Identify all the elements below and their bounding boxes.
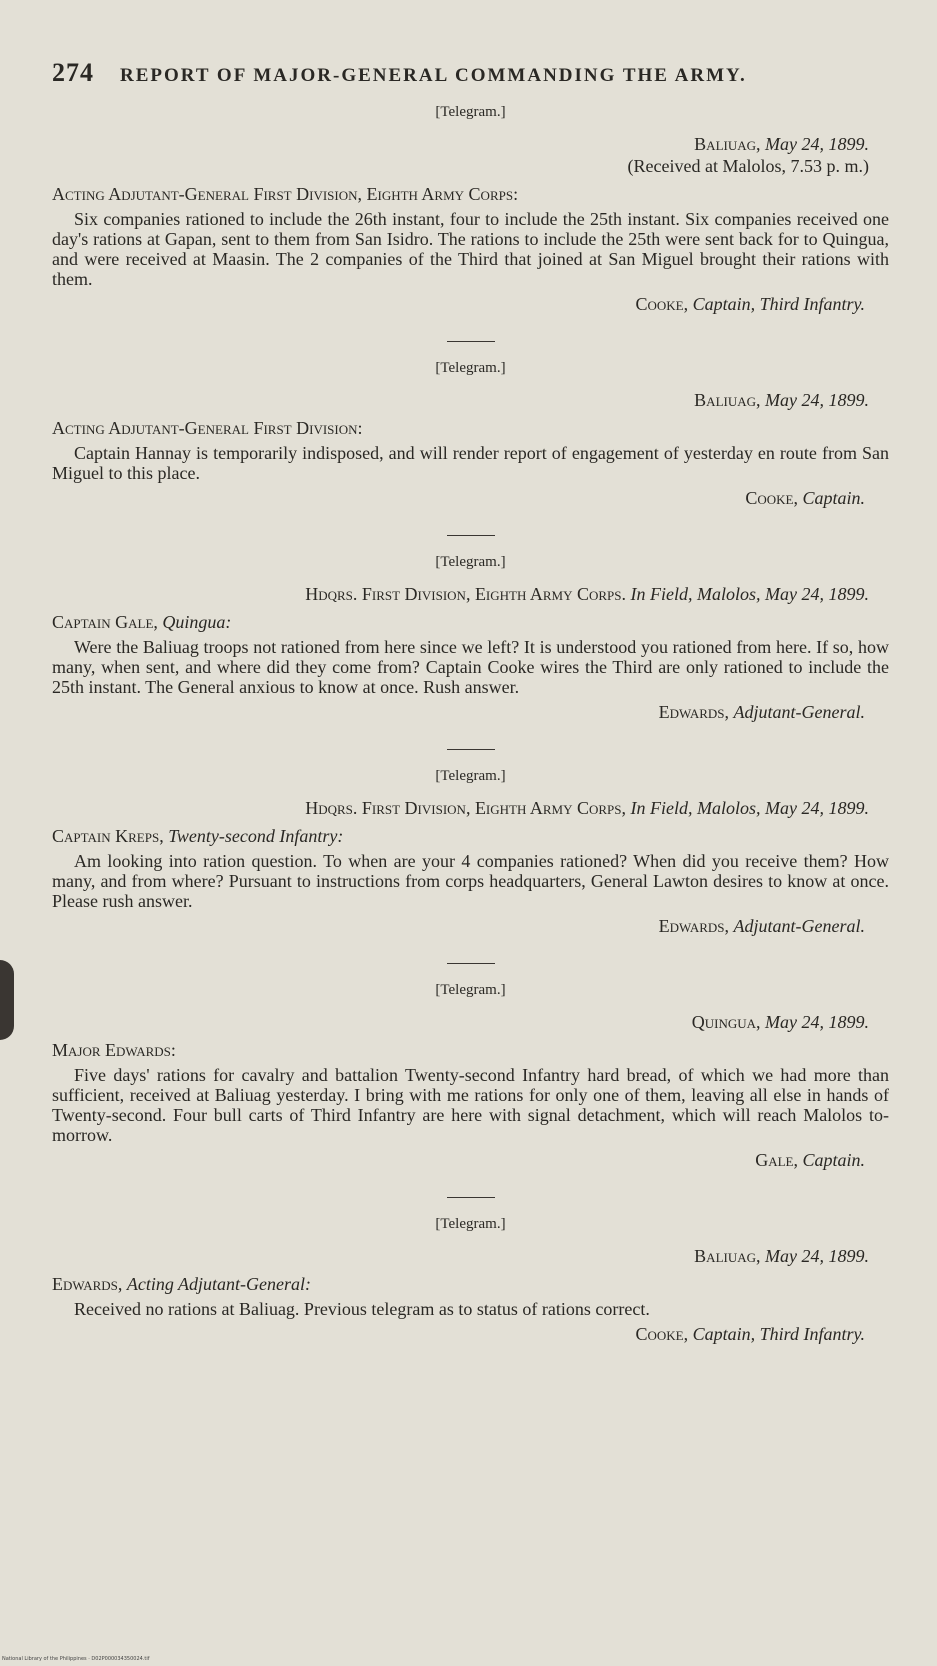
- scan-credit: National Library of the Philippines · D02P000034350024.tif: [2, 1656, 150, 1662]
- telegram-label: [Telegram.]: [435, 982, 506, 998]
- section-divider: [447, 341, 495, 342]
- telegram-block: [52, 535, 889, 723]
- telegram-block: [52, 963, 889, 1171]
- telegram-origin: [52, 583, 889, 605]
- telegram-addressee: [52, 1273, 889, 1295]
- signature-title: Adjutant-General.: [733, 702, 865, 722]
- page-header: [52, 58, 889, 88]
- origin-date: May 24, 1899.: [765, 1246, 869, 1266]
- origin-place: Hdqrs. First Division, Eighth Army Corps,: [305, 798, 627, 818]
- telegram-origin: [52, 133, 889, 155]
- telegram-origin: [52, 797, 889, 819]
- addressee-name: Captain Gale,: [52, 612, 158, 632]
- telegram-signature: [52, 487, 889, 509]
- telegram-signature: [52, 293, 889, 315]
- addressee-unit: Acting Adjutant-General:: [126, 1274, 312, 1294]
- signature-name: Edwards,: [658, 916, 730, 936]
- section-divider: [447, 535, 495, 536]
- origin-place: Quingua,: [691, 1012, 761, 1032]
- addressee-unit: Twenty-second Infantry:: [168, 826, 344, 846]
- telegram-label: [Telegram.]: [435, 768, 506, 784]
- signature-title: Captain.: [802, 1150, 865, 1170]
- origin-date: May 24, 1899.: [765, 390, 869, 410]
- telegram-body: Were the Baliuag troops not rationed from here since we left? It is understood you rationed from here. If so, how many, when sent, and where did they come from? Captain Cooke wires the Third are only rationed to include the 25th instant. The General anxious to know at once. Rush answer.: [52, 637, 889, 697]
- telegram-block: [52, 341, 889, 509]
- signature-title: Captain, Third Infantry.: [692, 294, 865, 314]
- telegram-addressee: [52, 417, 889, 439]
- telegram-body: Received no rations at Baliuag. Previous telegram as to status of rations correct.: [74, 1299, 650, 1319]
- telegram-list: [52, 104, 889, 1345]
- telegram-addressee: [52, 611, 889, 633]
- telegram-label: [Telegram.]: [435, 1216, 506, 1232]
- telegram-block: [52, 1197, 889, 1345]
- telegram-signature: [52, 701, 889, 723]
- addressee-name: Major Edwards:: [52, 1040, 176, 1060]
- telegram-label: [Telegram.]: [435, 360, 506, 376]
- section-divider: [447, 963, 495, 964]
- signature-name: Edwards,: [658, 702, 730, 722]
- received-note: (Received at Malolos, 7.53 p. m.): [627, 156, 869, 176]
- section-divider: [447, 749, 495, 750]
- running-title: REPORT OF MAJOR-GENERAL COMMANDING THE ARMY.: [120, 65, 747, 86]
- telegram-origin: [52, 1011, 889, 1033]
- signature-name: Cooke,: [635, 1324, 689, 1344]
- origin-date: May 24, 1899.: [765, 134, 869, 154]
- telegram-signature: [52, 1323, 889, 1345]
- addressee-unit: Quingua:: [162, 612, 232, 632]
- signature-title: Captain, Third Infantry.: [692, 1324, 865, 1344]
- telegram-label: [Telegram.]: [435, 554, 506, 570]
- page-number: 274: [52, 58, 94, 87]
- origin-place: Baliuag,: [694, 1246, 761, 1266]
- telegram-addressee: [52, 183, 889, 205]
- section-divider: [447, 1197, 495, 1198]
- telegram-body: Five days' rations for cavalry and battalion Twenty-second Infantry hard bread, of which we had more than sufficient, received at Baliuag yesterday. I bring with me rations for only one of them, leaving all else in hands of Twenty-second. Four bull carts of Third Infantry are here with signal detachment, which will reach Malolos to-morrow.: [52, 1065, 889, 1145]
- telegram-body: Six companies rationed to include the 26th instant, four to include the 25th instant. Six companies received one day's rations at Gapan, sent to them from San Isidro. The rations to include the 25th were sent back for to Quingua, and were received at Maasin. The 2 companies of the Third that joined at San Miguel brought their rations with them.: [52, 209, 889, 289]
- telegram-origin: [52, 1245, 889, 1267]
- telegram-signature: [52, 1149, 889, 1171]
- telegram-body: Captain Hannay is temporarily indisposed, and will render report of engagement of yesterday en route from San Miguel to this place.: [52, 443, 889, 483]
- telegram-body: Am looking into ration question. To when are your 4 companies rationed? When did you receive them? How many, and from where? Pursuant to instructions from corps headquarters, General Lawton desires to know at once. Please rush answer.: [52, 851, 889, 911]
- origin-date: In Field, Malolos, May 24, 1899.: [630, 584, 869, 604]
- origin-place: Baliuag,: [694, 390, 761, 410]
- origin-date: May 24, 1899.: [765, 1012, 869, 1032]
- telegram-origin: [52, 389, 889, 411]
- signature-name: Gale,: [755, 1150, 798, 1170]
- addressee-name: Edwards,: [52, 1274, 123, 1294]
- origin-place: Hdqrs. First Division, Eighth Army Corps.: [305, 584, 627, 604]
- binding-shadow: [0, 960, 14, 1040]
- addressee-name: Acting Adjutant-General First Division, Eighth Army Corps:: [52, 184, 519, 204]
- addressee-name: Captain Kreps,: [52, 826, 164, 846]
- telegram-block: [52, 749, 889, 937]
- origin-date: In Field, Malolos, May 24, 1899.: [630, 798, 869, 818]
- addressee-name: Acting Adjutant-General First Division:: [52, 418, 363, 438]
- signature-title: Adjutant-General.: [733, 916, 865, 936]
- signature-name: Cooke,: [745, 488, 798, 508]
- telegram-label: [Telegram.]: [435, 104, 506, 120]
- origin-place: Baliuag,: [694, 134, 761, 154]
- telegram-addressee: [52, 1039, 889, 1061]
- telegram-addressee: [52, 825, 889, 847]
- telegram-block: [52, 104, 889, 315]
- telegram-signature: [52, 915, 889, 937]
- signature-name: Cooke,: [635, 294, 689, 314]
- signature-title: Captain.: [802, 488, 865, 508]
